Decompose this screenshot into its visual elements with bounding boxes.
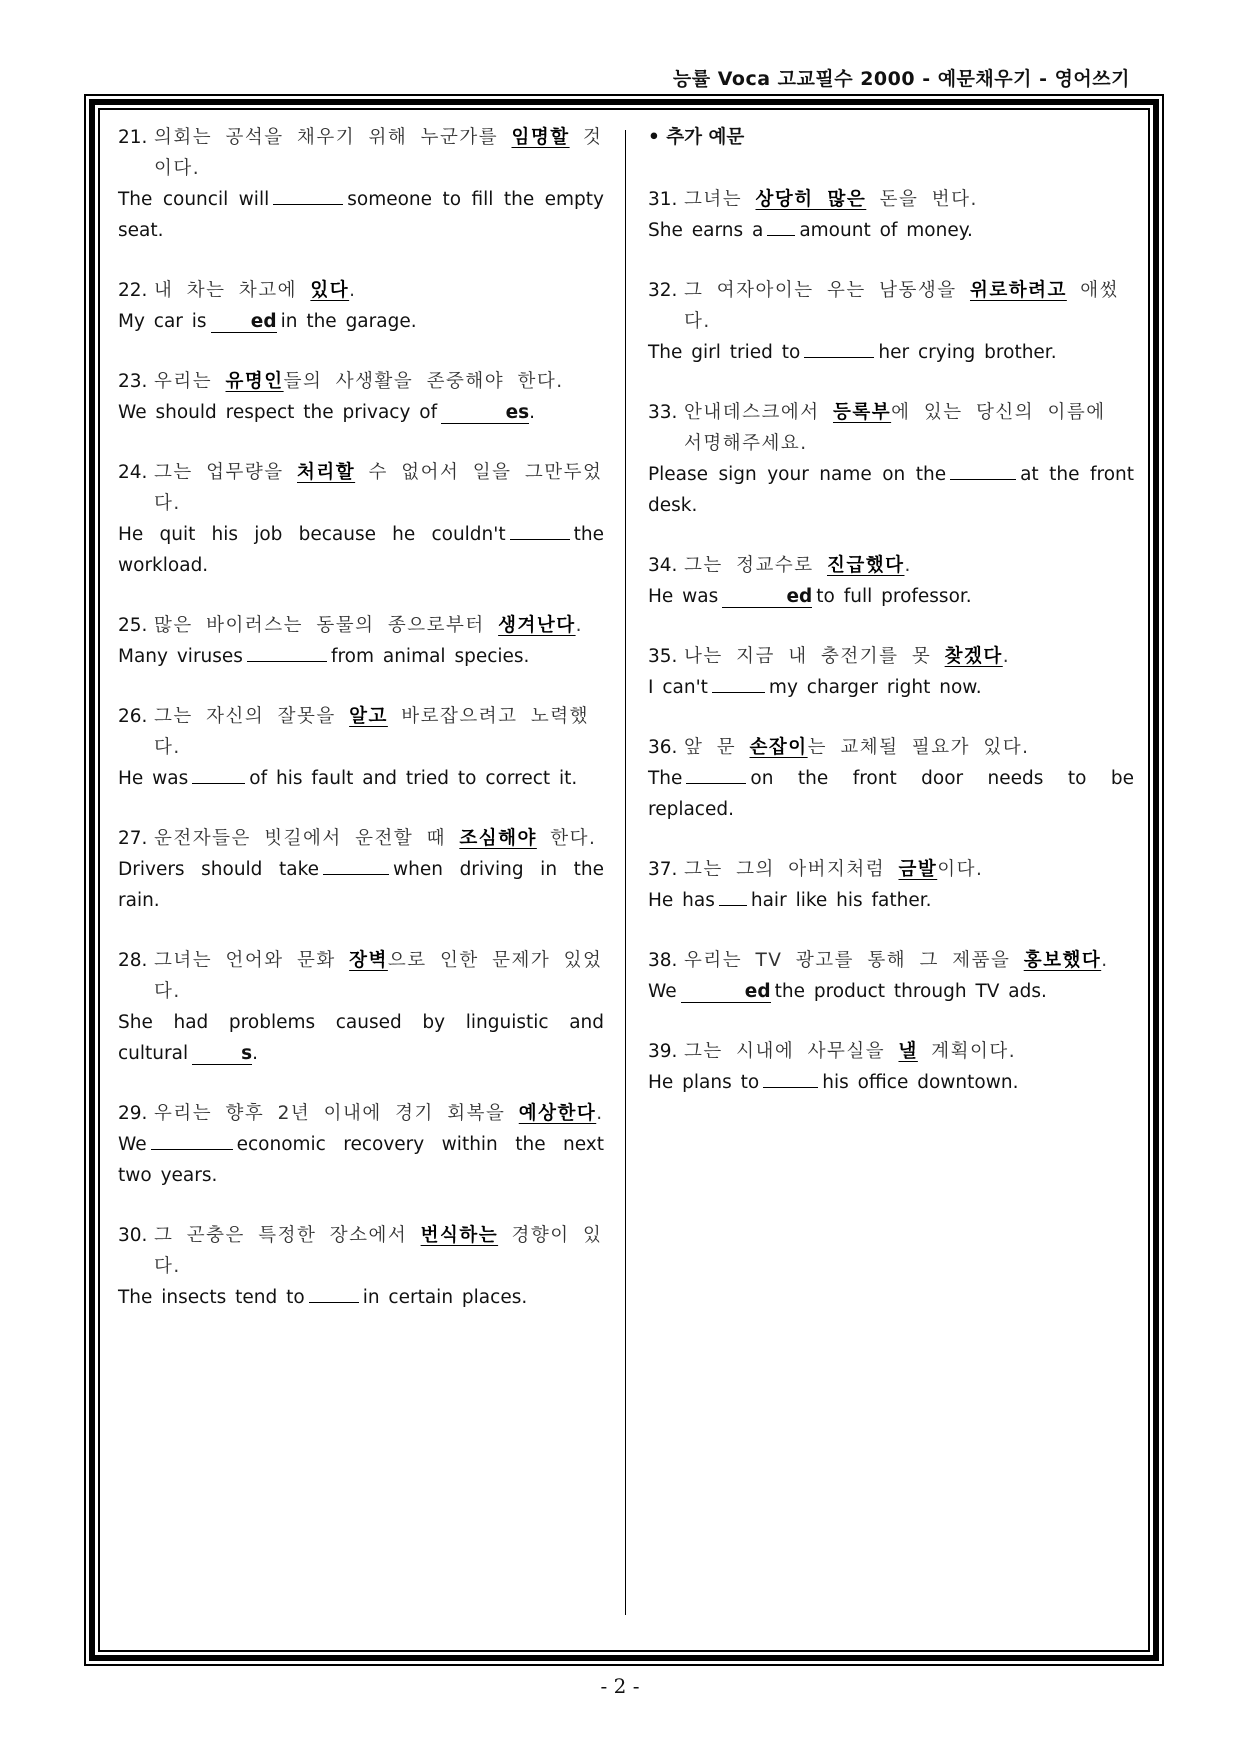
english-text-before: Many viruses [118, 646, 243, 667]
target-word: 번식하는 [420, 1225, 499, 1246]
korean-text-before: 많은 바이러스는 동물의 종으로부터 [154, 615, 499, 636]
korean-sentence [648, 732, 1134, 763]
item-number: 36. [648, 737, 678, 758]
korean-text-before: 그는 자신의 잘못을 [154, 706, 350, 727]
target-word: 찾겠다 [944, 646, 1003, 667]
english-text-after: economic recovery within the next two years. [118, 1134, 604, 1186]
item-number: 25. [118, 615, 148, 636]
item-number: 30. [118, 1225, 148, 1246]
english-sentence [648, 459, 1134, 521]
english-text-before: Please sign your name on the [648, 464, 947, 485]
korean-text [684, 184, 1134, 215]
right-column-items [648, 184, 1134, 1098]
english-sentence [118, 519, 604, 581]
answer-blank[interactable]: es [441, 403, 529, 424]
answer-blank[interactable] [719, 885, 747, 906]
korean-sentence [118, 122, 604, 184]
korean-sentence [648, 854, 1134, 885]
item-number: 26. [118, 706, 148, 727]
exercise-item [118, 945, 604, 1069]
korean-text [154, 457, 604, 519]
korean-text-before: 운전자들은 빗길에서 운전할 때 [154, 828, 460, 849]
english-text-after: of his fault and tried to correct it. [249, 768, 578, 789]
english-text-before: He plans to [648, 1072, 760, 1093]
english-sentence [118, 854, 604, 916]
english-sentence [648, 976, 1134, 1007]
korean-text-before: 그는 시내에 사무실을 [684, 1041, 899, 1062]
exercise-item [118, 701, 604, 794]
korean-text-after: . [1002, 646, 1011, 667]
answer-blank[interactable] [950, 459, 1016, 480]
korean-sentence [648, 275, 1134, 337]
item-number: 28. [118, 950, 148, 971]
answer-blank[interactable]: ed [211, 312, 277, 333]
english-sentence [118, 1282, 604, 1313]
korean-text [684, 397, 1134, 459]
english-text-after: the product through TV ads. [774, 981, 1047, 1002]
english-text-after: when driving in the rain. [118, 859, 604, 911]
korean-text-before: 그녀는 언어와 문화 [154, 950, 350, 971]
korean-sentence [118, 1098, 604, 1129]
english-text-after: on the front door needs to be replaced. [648, 768, 1134, 820]
exercise-item [118, 610, 604, 672]
korean-text-after: 는 교체될 필요가 있다. [807, 737, 1030, 758]
item-number: 33. [648, 402, 678, 423]
target-word: 등록부 [832, 402, 892, 423]
english-text-before: We [648, 981, 677, 1002]
korean-text [684, 854, 1134, 885]
korean-text [154, 366, 604, 397]
korean-text [154, 1220, 604, 1282]
korean-text-before: 그 여자아이는 우는 남동생을 [684, 280, 970, 301]
korean-text-after: 것이다. [154, 127, 603, 179]
right-column [648, 122, 1134, 1127]
korean-text-before: 그녀는 [684, 189, 756, 210]
english-text-after: . [252, 1043, 258, 1064]
item-number: 29. [118, 1103, 148, 1124]
korean-text-before: 나는 지금 내 충전기를 못 [684, 646, 945, 667]
answer-blank[interactable] [151, 1129, 233, 1150]
korean-text-after: 돈을 번다. [866, 189, 978, 210]
english-text-after: in certain places. [362, 1287, 528, 1308]
answer-blank[interactable]: ed [722, 587, 812, 608]
korean-text-before: 우리는 [154, 371, 226, 392]
english-text-before: The [648, 768, 683, 789]
korean-text [154, 1098, 604, 1129]
korean-sentence [648, 550, 1134, 581]
english-text-after: at the front desk. [648, 464, 1134, 516]
korean-text-before: 우리는 향후 2년 이내에 경기 회복을 [154, 1103, 519, 1124]
korean-text [684, 275, 1134, 337]
korean-sentence [118, 701, 604, 763]
korean-sentence [648, 1036, 1134, 1067]
korean-sentence [648, 184, 1134, 215]
answer-blank[interactable]: ed [681, 982, 771, 1003]
english-text-before: She had problems caused by linguistic and cultural [118, 1012, 604, 1064]
english-text-before: I can't [648, 677, 708, 698]
exercise-item [648, 1036, 1134, 1098]
korean-text-after: 바로잡으려고 노력했다. [154, 706, 589, 758]
exercise-item [118, 823, 604, 916]
target-word: 홍보했다 [1023, 950, 1102, 971]
english-text-before: My car is [118, 311, 207, 332]
korean-text-after: . [596, 1103, 604, 1124]
english-sentence [118, 1007, 604, 1069]
document-header-title: 능률 Voca 고교필수 2000 - 예문채우기 - 영어쓰기 [672, 68, 1130, 90]
korean-text-before: 우리는 TV 광고를 통해 그 제품을 [684, 950, 1024, 971]
korean-text-before: 안내데스크에서 [684, 402, 833, 423]
korean-text-before: 그는 업무량을 [154, 462, 297, 483]
korean-sentence [648, 397, 1134, 459]
korean-sentence [648, 641, 1134, 672]
korean-sentence [118, 1220, 604, 1282]
exercise-item [118, 122, 604, 246]
item-number: 34. [648, 555, 678, 576]
target-word: 유명인 [225, 371, 284, 392]
korean-text-before: 그 곤충은 특정한 장소에서 [154, 1225, 421, 1246]
english-text-after: his office downtown. [822, 1072, 1019, 1093]
answer-blank[interactable] [309, 1282, 359, 1303]
exercise-item [118, 1220, 604, 1313]
english-sentence [118, 397, 604, 428]
english-text-after: amount of money. [799, 220, 973, 241]
exercise-item [648, 184, 1134, 246]
korean-sentence [118, 275, 604, 306]
korean-text [154, 823, 604, 854]
korean-text-after: . [904, 555, 912, 576]
answer-blank[interactable] [510, 519, 570, 540]
target-word: 진급했다 [827, 555, 905, 576]
korean-text-after: 들의 사생활을 존중해야 한다. [283, 371, 564, 392]
korean-text [154, 945, 604, 1007]
exercise-item [648, 945, 1134, 1007]
target-word: 장벽 [349, 950, 388, 971]
korean-text-after: 한다. [536, 828, 597, 849]
exercise-item [118, 366, 604, 428]
english-sentence [118, 306, 604, 337]
english-sentence [648, 215, 1134, 246]
target-word: 낼 [898, 1041, 918, 1062]
english-sentence [118, 1129, 604, 1191]
english-text-after: from animal species. [330, 646, 530, 667]
exercise-item [648, 854, 1134, 916]
korean-text-after: . [349, 280, 357, 301]
item-number: 21. [118, 127, 148, 148]
item-number: 39. [648, 1041, 678, 1062]
english-sentence [648, 581, 1134, 612]
english-text-after: to full professor. [816, 586, 972, 607]
section-title-extra-examples: • 추가 예문 [648, 127, 745, 148]
korean-text-after: 경향이 있다. [154, 1225, 603, 1277]
korean-text-after: 으로 인한 문제가 있었다. [154, 950, 603, 1002]
answer-blank[interactable] [273, 184, 343, 205]
english-text-before: We should respect the privacy of [118, 402, 438, 423]
english-text-before: He has [648, 890, 715, 911]
korean-sentence [118, 366, 604, 397]
item-number: 27. [118, 828, 148, 849]
item-number: 24. [118, 462, 148, 483]
answer-blank[interactable] [767, 215, 795, 236]
korean-text-before: 그는 정교수로 [684, 555, 827, 576]
korean-sentence [648, 945, 1134, 976]
english-text-after: the workload. [118, 524, 604, 576]
item-number: 23. [118, 371, 148, 392]
korean-sentence [118, 823, 604, 854]
korean-text [154, 701, 604, 763]
korean-sentence [118, 945, 604, 1007]
english-sentence [118, 641, 604, 672]
exercise-item [648, 550, 1134, 612]
answer-blank[interactable] [712, 672, 765, 693]
answer-blank[interactable] [247, 641, 327, 662]
item-number: 31. [648, 189, 678, 210]
korean-text [154, 610, 604, 641]
korean-text [684, 1036, 1134, 1067]
english-text-after: her crying brother. [878, 342, 1057, 363]
answer-blank[interactable] [686, 763, 746, 784]
english-text-before: The insects tend to [118, 1287, 305, 1308]
item-number: 35. [648, 646, 678, 667]
answer-blank[interactable]: s [192, 1044, 252, 1065]
exercise-item [648, 275, 1134, 368]
item-number: 22. [118, 280, 148, 301]
column-divider [625, 130, 626, 1615]
item-number: 32. [648, 280, 678, 301]
english-sentence [118, 184, 604, 246]
korean-text-after: . [1101, 950, 1109, 971]
answer-blank[interactable] [763, 1067, 818, 1088]
english-text-after: hair like his father. [750, 890, 932, 911]
target-word: 상당히 많은 [755, 189, 867, 210]
target-word: 손잡이 [749, 737, 808, 758]
english-text-before: Drivers should take [118, 859, 320, 880]
english-text-after: someone to fill the empty seat. [118, 189, 604, 241]
exercise-item [648, 397, 1134, 521]
item-number: 37. [648, 859, 678, 880]
english-sentence [648, 885, 1134, 916]
page-number: - 2 - [600, 1674, 640, 1698]
english-text-before: The girl tried to [648, 342, 801, 363]
korean-text-before: 의회는 공석을 채우기 위해 누군가를 [154, 127, 512, 148]
korean-sentence [118, 457, 604, 519]
english-sentence [648, 337, 1134, 368]
english-text-before: He was [118, 768, 189, 789]
item-number: 38. [648, 950, 678, 971]
english-text-before: He quit his job because he couldn't [118, 524, 506, 545]
korean-text [684, 550, 1134, 581]
target-word: 위로하려고 [969, 280, 1067, 301]
answer-blank[interactable] [804, 337, 874, 358]
english-sentence [648, 763, 1134, 825]
exercise-item [118, 457, 604, 581]
english-text-before: We [118, 1134, 147, 1155]
english-text-after: in the garage. [280, 311, 417, 332]
english-text-before: She earns a [648, 220, 764, 241]
korean-text [684, 641, 1134, 672]
exercise-item [648, 732, 1134, 825]
target-word: 있다 [310, 280, 350, 301]
target-word: 생겨난다 [498, 615, 576, 636]
target-word: 알고 [349, 706, 388, 727]
target-word: 처리할 [297, 462, 356, 483]
english-text-before: The council will [118, 189, 270, 210]
english-sentence [648, 1067, 1134, 1098]
korean-text [684, 945, 1134, 976]
english-sentence [118, 763, 604, 794]
korean-text-before: 그는 그의 아버지처럼 [684, 859, 899, 880]
target-word: 조심해야 [459, 828, 537, 849]
exercise-item [648, 641, 1134, 703]
korean-sentence [118, 610, 604, 641]
english-text-after: my charger right now. [768, 677, 982, 698]
korean-text-before: 내 차는 차고에 [154, 280, 311, 301]
answer-blank[interactable] [323, 854, 389, 875]
target-word: 임명할 [511, 127, 570, 148]
korean-text [154, 275, 604, 306]
korean-text-after: 수 없어서 일을 그만두었다. [154, 462, 603, 514]
english-text-before: He was [648, 586, 719, 607]
answer-blank[interactable] [192, 763, 245, 784]
korean-text-before: 앞 문 [684, 737, 750, 758]
korean-text-after: . [575, 615, 583, 636]
exercise-item [118, 275, 604, 337]
english-sentence [648, 672, 1134, 703]
left-column [118, 122, 604, 1342]
korean-text [154, 122, 604, 184]
korean-text-after: 계획이다. [917, 1041, 1017, 1062]
exercise-item [118, 1098, 604, 1191]
english-text-after: . [529, 402, 536, 423]
korean-text-after: 애썼다. [684, 280, 1119, 332]
target-word: 예상한다 [518, 1103, 597, 1124]
korean-text-after: 에 있는 당신의 이름에 서명해주세요. [684, 402, 1106, 454]
korean-text [684, 732, 1134, 763]
korean-text-after: 이다. [937, 859, 984, 880]
target-word: 금발 [898, 859, 938, 880]
